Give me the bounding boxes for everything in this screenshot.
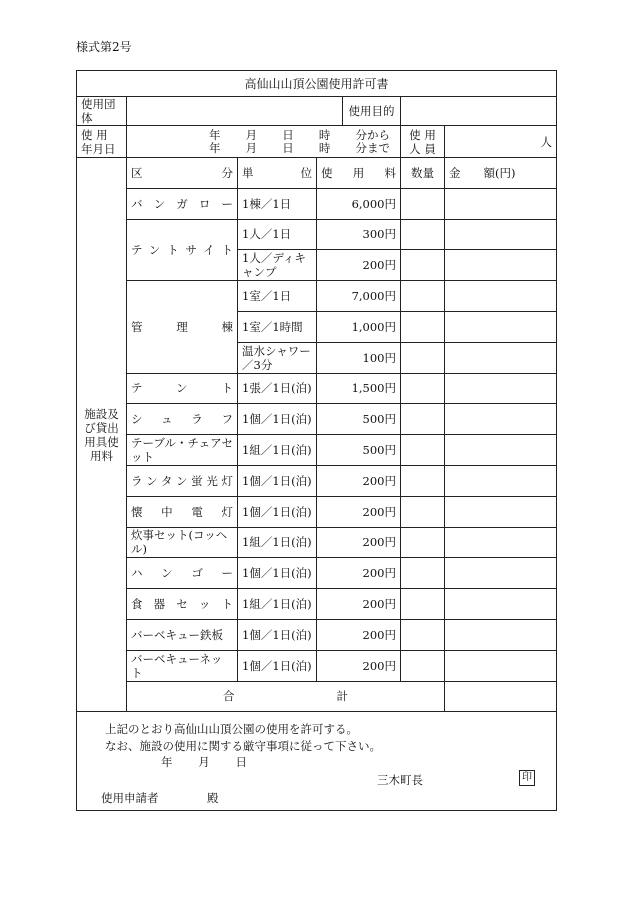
row-qty[interactable]: [401, 250, 445, 281]
row-category: 管理棟: [127, 281, 238, 373]
row-qty[interactable]: [401, 496, 445, 527]
row-fee: 200円: [317, 465, 401, 496]
row-category: バンガロー: [127, 188, 238, 219]
row-category: 懐中電灯: [127, 496, 238, 527]
table-row: [77, 281, 557, 312]
row-category: 炊事セット(コッヘル): [127, 527, 238, 558]
row-qty[interactable]: [401, 373, 445, 404]
permit-form: [76, 70, 557, 811]
table-row: [77, 558, 557, 589]
row-qty[interactable]: [401, 342, 445, 373]
purpose-field[interactable]: [401, 97, 557, 126]
table-row: [77, 527, 557, 558]
row-fee: 7,000円: [317, 281, 401, 312]
row-category: テーブル・チェアセット: [127, 435, 238, 466]
issuer-name: 三木町長: [377, 773, 423, 788]
people-field[interactable]: [445, 126, 557, 158]
table-row: [77, 496, 557, 527]
row-category: テント: [127, 373, 238, 404]
table-row: [77, 465, 557, 496]
permit-notice: [77, 712, 557, 811]
row-qty[interactable]: [401, 650, 445, 681]
row-fee: 200円: [317, 589, 401, 620]
table-row: [77, 404, 557, 435]
row-fee: 500円: [317, 435, 401, 466]
seal-stamp: 印: [519, 770, 535, 786]
row-fee: 200円: [317, 527, 401, 558]
header-fee: 使用料: [317, 158, 401, 189]
row-fee: 1,000円: [317, 311, 401, 342]
row-unit: 1棟／1日: [238, 188, 317, 219]
honorific: 殿: [207, 791, 219, 806]
row-unit: 1組／1日(泊): [238, 435, 317, 466]
row-amount[interactable]: [445, 589, 557, 620]
table-row: [77, 219, 557, 250]
row-qty[interactable]: [401, 404, 445, 435]
row-fee: 1,500円: [317, 373, 401, 404]
table-row: [77, 435, 557, 466]
row-qty[interactable]: [401, 219, 445, 250]
row-unit: 1組／1日(泊): [238, 527, 317, 558]
row-category: ハンゴー: [127, 558, 238, 589]
row-unit: 1組／1日(泊): [238, 589, 317, 620]
people-label: 使 用 人 員: [401, 126, 445, 158]
row-unit: 1個／1日(泊): [238, 404, 317, 435]
row-fee: 200円: [317, 558, 401, 589]
row-qty[interactable]: [401, 465, 445, 496]
people-unit: 人: [540, 134, 552, 149]
total-label: 合計: [127, 681, 445, 712]
row-qty[interactable]: [401, 281, 445, 312]
row-category: バーベキューネット: [127, 650, 238, 681]
row-unit: 1室／1時間: [238, 311, 317, 342]
row-unit: 1人／1日: [238, 219, 317, 250]
row-amount[interactable]: [445, 219, 557, 250]
header-unit: 単位: [238, 158, 317, 189]
row-amount[interactable]: [445, 619, 557, 650]
row-amount[interactable]: [445, 558, 557, 589]
total-amount[interactable]: [445, 681, 557, 712]
row-unit: 1室／1日: [238, 281, 317, 312]
row-qty[interactable]: [401, 527, 445, 558]
row-amount[interactable]: [445, 311, 557, 342]
row-qty[interactable]: [401, 188, 445, 219]
row-unit: 1個／1日(泊): [238, 650, 317, 681]
row-amount[interactable]: [445, 527, 557, 558]
form-number: 様式第2号: [76, 40, 132, 54]
notice-text-1: 上記のとおり高仙山山頂公園の使用を許可する。: [105, 722, 358, 737]
applicant-label: 使用申請者: [101, 791, 159, 806]
row-unit: 1個／1日(泊): [238, 496, 317, 527]
form-title: 高仙山山頂公園使用許可書: [77, 71, 557, 97]
row-fee: 300円: [317, 219, 401, 250]
header-qty: 数量: [401, 158, 445, 189]
row-unit: 1個／1日(泊): [238, 465, 317, 496]
row-unit: 1個／1日(泊): [238, 619, 317, 650]
row-category: シュラフ: [127, 404, 238, 435]
row-amount[interactable]: [445, 650, 557, 681]
row-fee: 6,000円: [317, 188, 401, 219]
row-unit: 1人／ディキャンプ: [238, 250, 317, 281]
row-amount[interactable]: [445, 496, 557, 527]
row-amount[interactable]: [445, 250, 557, 281]
row-category: ランタン蛍光灯: [127, 465, 238, 496]
group-label: 使用団体: [77, 97, 127, 126]
period-field[interactable]: [127, 126, 401, 158]
row-fee: 200円: [317, 496, 401, 527]
period-label: 使 用 年月日: [77, 126, 127, 158]
row-fee: 100円: [317, 342, 401, 373]
table-row: [77, 589, 557, 620]
row-amount[interactable]: [445, 435, 557, 466]
period-from: 年 月 日 時 分から: [209, 127, 390, 142]
row-amount[interactable]: [445, 404, 557, 435]
row-fee: 200円: [317, 250, 401, 281]
row-amount[interactable]: [445, 188, 557, 219]
row-qty[interactable]: [401, 435, 445, 466]
table-row: [77, 373, 557, 404]
row-unit: 1個／1日(泊): [238, 558, 317, 589]
period-to: 年 月 日 時 分まで: [209, 140, 390, 155]
row-fee: 200円: [317, 619, 401, 650]
row-qty[interactable]: [401, 589, 445, 620]
header-amount: 金 額(円): [445, 158, 557, 189]
row-amount[interactable]: [445, 342, 557, 373]
row-category: 食器セット: [127, 589, 238, 620]
group-field[interactable]: [127, 97, 343, 126]
row-unit: 温水シャワー／3分: [238, 342, 317, 373]
purpose-label: 使用目的: [343, 97, 401, 126]
row-fee: 500円: [317, 404, 401, 435]
row-qty[interactable]: [401, 311, 445, 342]
row-unit: 1張／1日(泊): [238, 373, 317, 404]
row-fee: 200円: [317, 650, 401, 681]
row-category: バーベキュー鉄板: [127, 619, 238, 650]
total-row: [77, 681, 557, 712]
row-amount[interactable]: [445, 373, 557, 404]
table-row: [77, 188, 557, 219]
header-category: 区分: [127, 158, 238, 189]
row-qty[interactable]: [401, 558, 445, 589]
table-row: [77, 619, 557, 650]
notice-text-2: なお、施設の使用に関する厳守事項に従って下さい。: [105, 739, 381, 754]
issue-date: 年 月 日: [161, 755, 247, 770]
row-qty[interactable]: [401, 619, 445, 650]
fee-section-label: 施設及び貸出用具使用料: [77, 158, 127, 712]
table-row: [77, 650, 557, 681]
row-category: テントサイト: [127, 219, 238, 281]
row-amount[interactable]: [445, 465, 557, 496]
row-amount[interactable]: [445, 281, 557, 312]
